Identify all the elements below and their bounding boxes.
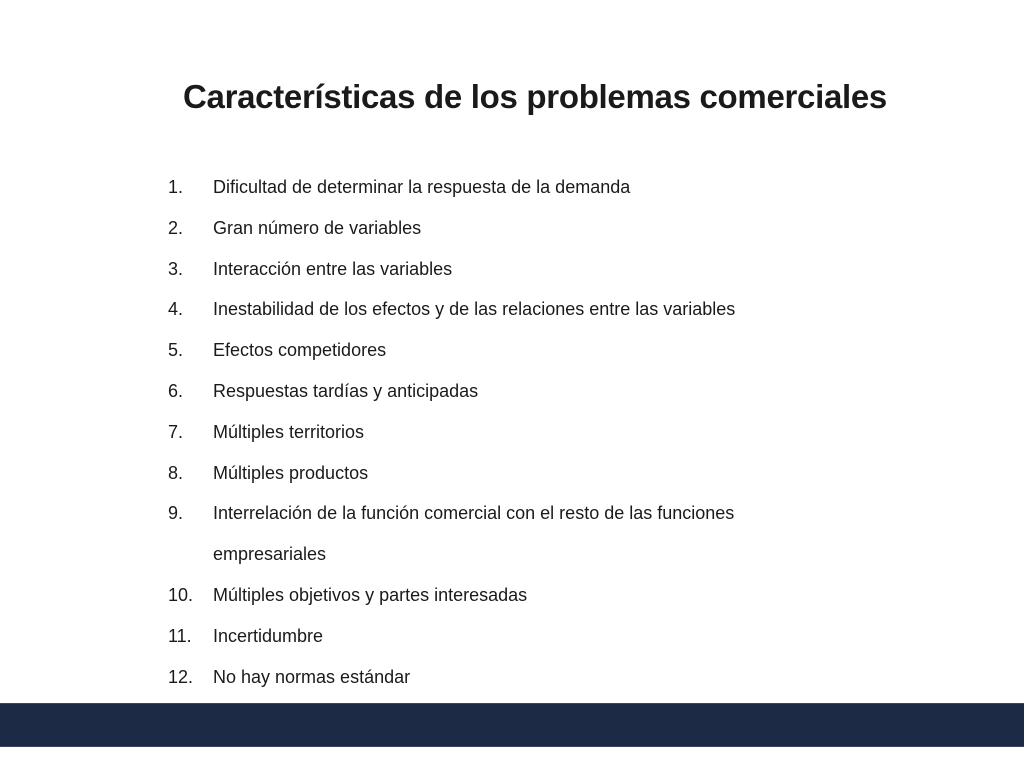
list-item-number: 3. [168, 258, 184, 279]
list-item-number: 12. [168, 666, 194, 687]
list-item-text: No hay normas estándar [213, 666, 411, 687]
list-item-number: 6. [168, 380, 184, 401]
list-item [168, 575, 848, 616]
list-item-number: 7. [168, 421, 184, 442]
list-item-text: Múltiples objetivos y partes interesadas [213, 584, 528, 605]
list-item-text: Efectos competidores [213, 340, 387, 361]
list-item-number: 2. [168, 217, 184, 238]
list-item [168, 453, 848, 494]
footer-bar [0, 703, 1024, 747]
list-item-number: 11. [168, 625, 192, 646]
list-item-text: Incertidumbre [213, 625, 324, 646]
list-item-number: 10. [168, 584, 194, 605]
list-item [168, 616, 848, 657]
list-item [168, 412, 848, 453]
list-item-text: Gran número de variables [213, 217, 422, 238]
list-item-text: Interacción entre las variables [213, 258, 453, 279]
list-item-number: 1. [168, 177, 184, 197]
list-item-number: 4. [168, 299, 184, 320]
list-item-text: Múltiples productos [213, 462, 369, 483]
list-item [168, 289, 848, 330]
list-item-number: 8. [168, 462, 184, 483]
list-item [168, 330, 848, 371]
list-item [168, 493, 848, 575]
slide-title: Características de los problemas comerciales [182, 78, 887, 115]
list-item [168, 371, 848, 412]
list-item [168, 208, 848, 249]
list-item-text: Interrelación de la función comercial con el resto de las funciones empresariales [213, 503, 735, 565]
problem-list [168, 167, 848, 697]
list-item [168, 167, 848, 208]
list-item-text: Inestabilidad de los efectos y de las relaciones entre las variables [213, 299, 736, 320]
list-item-number: 5. [168, 340, 184, 361]
list-item-number: 9. [168, 503, 184, 524]
list-item [168, 657, 848, 698]
list-item [168, 249, 848, 290]
list-item-text: Múltiples territorios [213, 421, 365, 442]
list-item-text: Respuestas tardías y anticipadas [213, 380, 479, 401]
list-item-text: Dificultad de determinar la respuesta de la demanda [213, 177, 631, 197]
